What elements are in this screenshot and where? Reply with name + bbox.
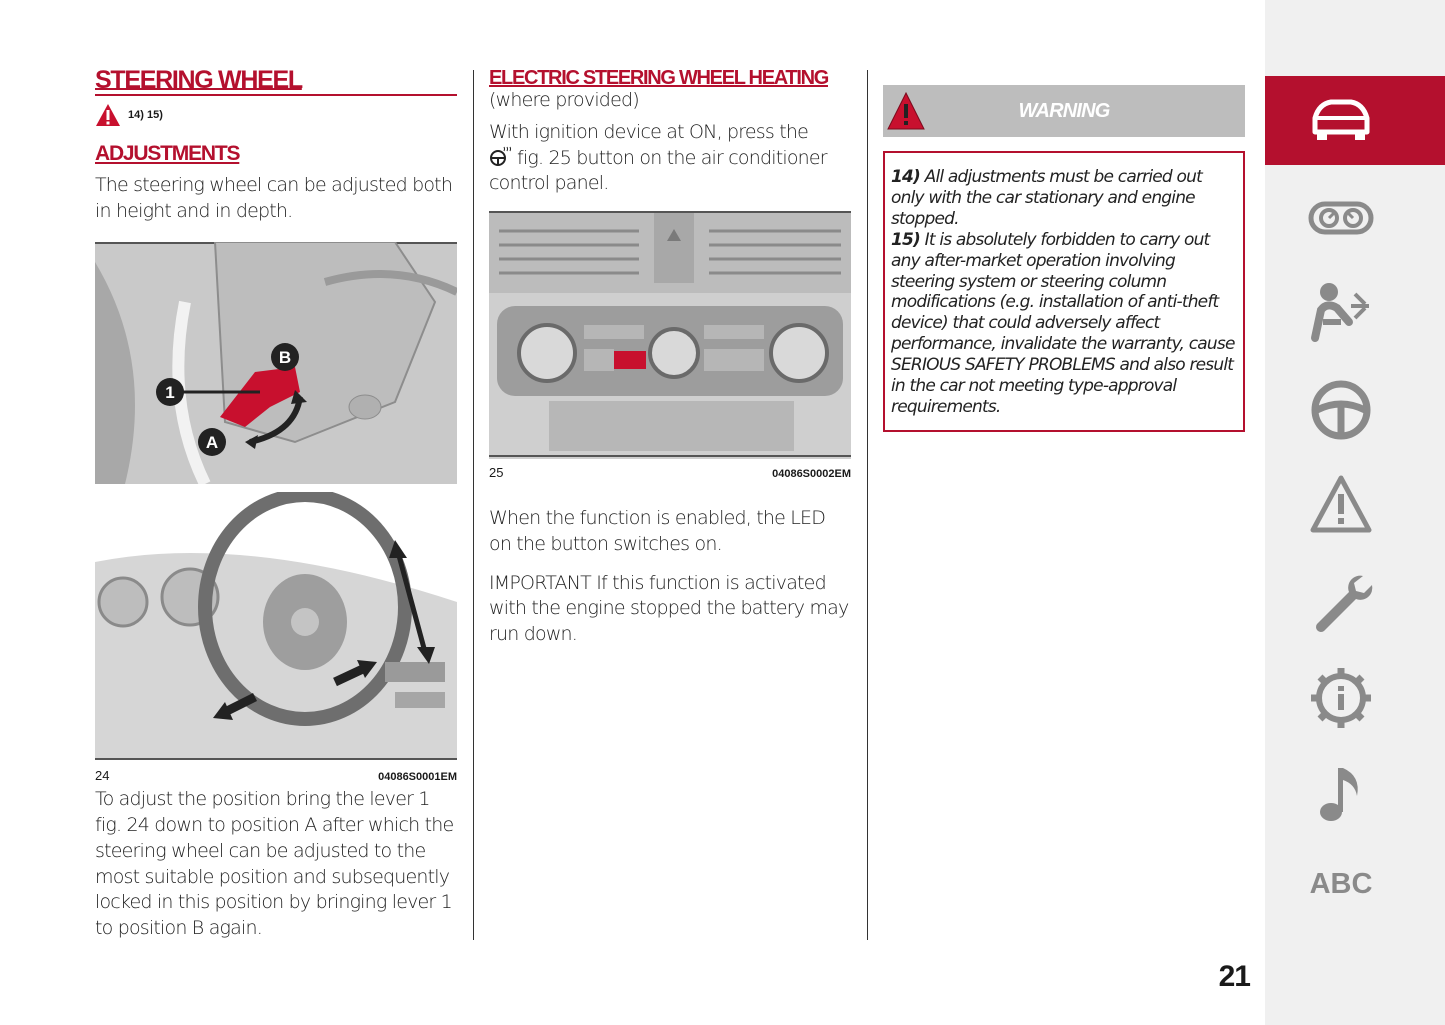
subsection-title: ADJUSTMENTS <box>95 142 240 165</box>
label-position-b: B <box>278 348 292 368</box>
intro-paragraph: The steering wheel can be adjusted both in height and in depth. <box>95 174 453 222</box>
figure-number: 24 <box>95 768 110 784</box>
middle-column <box>489 66 851 648</box>
label-lever: 1 <box>165 383 175 403</box>
column-divider-1 <box>473 70 474 940</box>
warning-ref: 14) <box>891 167 921 187</box>
figure-25-caption <box>489 465 851 480</box>
warning-triangle-icon <box>95 103 121 127</box>
heated-steering-wheel-icon <box>489 146 511 166</box>
warning-ref: 15) <box>891 229 921 250</box>
steering-wheel-icon[interactable] <box>1305 374 1377 446</box>
figure-code: 04086S0002EM <box>772 468 851 481</box>
warning-text: All adjustments must be carried out only with the car stationary and engine stopped. <box>891 167 1202 229</box>
heating-instructions <box>489 120 851 197</box>
warning-triangle-icon <box>886 91 926 131</box>
sidebar-item-car-active[interactable] <box>1265 76 1445 165</box>
warning-title: WARNING <box>1018 99 1110 122</box>
figure-24-caption <box>95 768 457 783</box>
warning-item-15 <box>891 230 1237 418</box>
warning-refs-row <box>95 102 457 128</box>
section-title: STEERING WHEEL <box>95 66 457 96</box>
page-number: 21 <box>1218 960 1250 993</box>
figure-number: 25 <box>489 465 504 481</box>
figure-24 <box>95 242 457 762</box>
dashboard-icon[interactable] <box>1305 182 1377 254</box>
label-position-a: A <box>205 433 219 453</box>
column-divider-2 <box>867 70 868 940</box>
steering-lever-illustration <box>95 242 457 484</box>
instruction-part-1: With ignition device at ON, press the <box>489 121 809 143</box>
chapter-sidebar <box>1265 0 1445 1025</box>
gear-info-icon[interactable] <box>1305 662 1377 734</box>
steering-wheel-illustration <box>95 492 457 762</box>
car-icon <box>1305 84 1377 156</box>
important-note: IMPORTANT If this function is activated with the engine stopped the battery may run down. <box>489 571 849 645</box>
wrench-icon[interactable] <box>1305 566 1377 638</box>
warning-triangle-icon[interactable] <box>1305 470 1377 542</box>
warning-header <box>883 85 1245 137</box>
figure-25 <box>489 211 851 459</box>
music-note-icon[interactable] <box>1305 758 1377 830</box>
climate-panel-illustration <box>489 211 851 459</box>
warning-refs: 14) 15) <box>128 109 163 121</box>
section-title: ELECTRIC STEERING WHEEL HEATING <box>489 67 828 89</box>
warning-panel <box>883 85 1245 432</box>
warning-item-14 <box>891 167 1237 230</box>
instruction-part-2: fig. 25 button on the air conditioner control panel. <box>489 146 827 195</box>
warning-text: It is absolutely forbidden to carry out any after-market operation involving steering system or steering column modifications (e.g. installation of anti-theft device) that could adversely affect performance, invalidate the warranty, cause SERIOUS SAFETY PROBLEMS and also result in the car not meeting type-approval requirements. <box>891 229 1235 417</box>
availability-note: (where provided) <box>489 89 639 111</box>
warning-box <box>883 151 1245 432</box>
figure-code: 04086S0001EM <box>378 771 457 784</box>
led-note: When the function is enabled, the LED on the button switches on. <box>489 507 826 555</box>
left-column <box>95 66 457 942</box>
sidebar-item-index[interactable]: ABC <box>1309 868 1373 900</box>
instructions-paragraph: To adjust the position bring the lever 1 fig. 24 down to position A after which the steering wheel can be adjusted to the most suitable position and subsequently locked in this position by bringing lever 1 to position B again. <box>95 788 454 939</box>
airbag-icon[interactable] <box>1305 276 1377 348</box>
